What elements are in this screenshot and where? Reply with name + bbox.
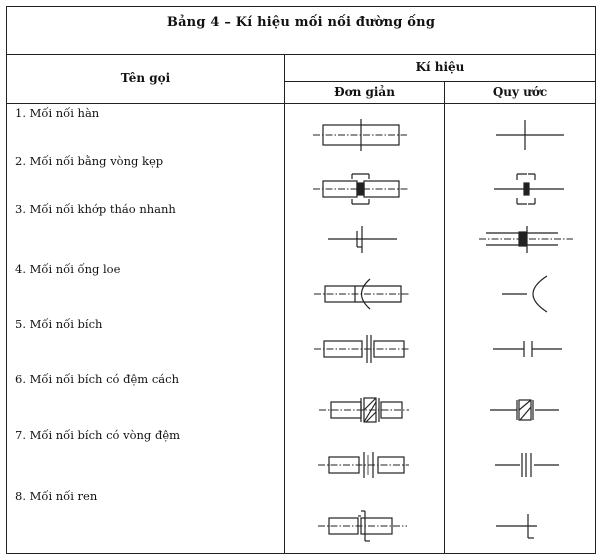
symbol-conventional-flange-washer bbox=[495, 453, 559, 477]
row-label-threaded: 8. Mối nối ren bbox=[15, 489, 98, 503]
row-label-clamp: 2. Mối nối bằng vòng kẹp bbox=[15, 154, 164, 168]
header-name: Tên gọi bbox=[120, 71, 171, 85]
symbol-conventional-quick-release bbox=[479, 226, 573, 253]
symbol-conventional-clamp bbox=[494, 174, 564, 204]
symbol-simple-flared bbox=[314, 279, 409, 309]
row-label-quick-release: 3. Mối nối khớp tháo nhanh bbox=[15, 202, 176, 216]
symbol-conventional-flared bbox=[502, 276, 547, 312]
symbol-simple-threaded bbox=[318, 511, 407, 541]
symbol-simple-welded bbox=[313, 119, 407, 151]
symbol-simple-flange-washer bbox=[318, 452, 409, 478]
joint-symbols-table bbox=[6, 6, 596, 554]
symbol-simple-clamp bbox=[313, 174, 408, 204]
header-symbol: Kí hiệu bbox=[415, 60, 465, 74]
symbol-simple-flange-insulated bbox=[319, 398, 409, 422]
row-label-flange: 5. Mối nối bích bbox=[15, 317, 103, 331]
row-label-flange-insulated: 6. Mối nối bích có đệm cách bbox=[15, 372, 179, 386]
row-label-flange-washer: 7. Mối nối bích có vòng đệm bbox=[15, 428, 181, 442]
symbol-conventional-flange bbox=[493, 341, 562, 357]
header-conventional: Quy ước bbox=[492, 85, 548, 99]
symbol-simple-flange bbox=[314, 335, 409, 363]
row-label-welded: 1. Mối nối hàn bbox=[15, 106, 100, 120]
symbol-conventional-threaded bbox=[496, 514, 537, 538]
row-label-flared: 4. Mối nối ống loe bbox=[15, 262, 121, 276]
header-simple: Đơn giản bbox=[334, 85, 395, 99]
symbol-simple-quick-release bbox=[328, 226, 397, 253]
symbols-drawing bbox=[7, 7, 595, 553]
symbol-conventional-flange-insulated bbox=[490, 400, 559, 420]
table-title: Bảng 4 – Kí hiệu mối nối đường ống bbox=[166, 15, 436, 30]
symbol-conventional-welded bbox=[496, 120, 564, 150]
